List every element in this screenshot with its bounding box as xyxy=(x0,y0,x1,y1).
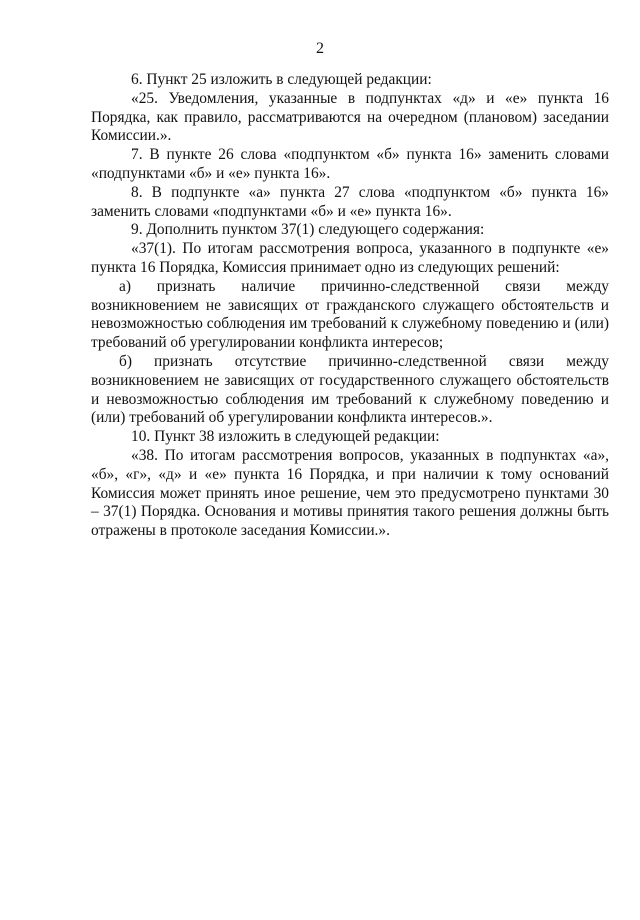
paragraph-item-6: 6. Пункт 25 изложить в следующей редакции: xyxy=(131,71,432,88)
paragraph-subitem-b: б) признать отсутствие причинно-следственной связи между возникновением не зависящих от государственного служащего обстоятельств и невозможностью соблюдения им требований к служебному поведению и (или) требований об урегулировании конфликта интересов.». xyxy=(91,352,609,427)
page-number: 2 xyxy=(316,40,324,57)
paragraph-item-9: 9. Дополнить пунктом 37(1) следующего содержания: xyxy=(131,221,485,239)
paragraph-item-7: 7. В пункте 26 слова «подпунктом «б» пункта 16» заменить словами «подпунктами «б» и «е» пункта 16». xyxy=(91,146,609,182)
document-body xyxy=(91,71,609,541)
paragraph-point-37-1-text: «37(1). По итогам рассмотрения вопроса, указанного в подпункте «е» пункта 16 Порядка, Комиссия принимает одно из следующих решений: xyxy=(91,240,609,276)
paragraph-item-8: 8. В подпункте «а» пункта 27 слова «подпунктом «б» пункта 16» заменить словами «подпунктами «б» и «е» пункта 16». xyxy=(91,183,609,220)
paragraph-subitem-a: а) признать наличие причинно-следственной связи между возникновением не зависящих от гражданского служащего обстоятельств и невозможностью соблюдения им требований к служебному поведению и (или) требований об урегулировании конфликта интересов; xyxy=(91,277,609,352)
paragraph-item-10: 10. Пункт 38 изложить в следующей редакции: xyxy=(131,428,440,446)
paragraph-point-38-text: «38. По итогам рассмотрения вопросов, указанных в подпунктах «а», «б», «г», «д» и «е» пункта 16 Порядка, и при наличии к тому оснований Комиссия может принять иное решение, чем это предусмотрено пунктами 30 – 37(1) Порядка. Основания и мотивы принятия такого решения должны быть отражены в протоколе заседания Комиссии.». xyxy=(91,446,609,540)
paragraph-point-25-text: «25. Уведомления, указанные в подпунктах «д» и «е» пункта 16 Порядка, как правило, рассматриваются на очередном (плановом) заседании Комиссии.». xyxy=(91,89,609,145)
